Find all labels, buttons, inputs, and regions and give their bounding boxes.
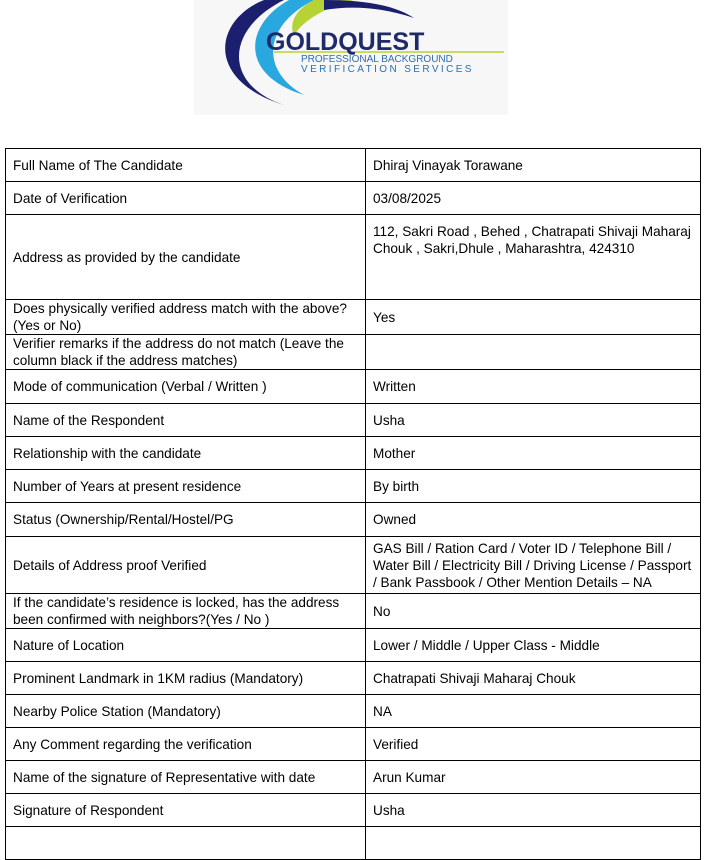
row-value: Yes [366,300,701,335]
table-row [6,728,701,761]
row-label: Nature of Location [6,629,366,662]
goldquest-logo [194,0,508,115]
row-value: Chatrapati Shivaji Maharaj Chouk [366,662,701,695]
row-value: Usha [366,794,701,827]
row-value: Dhiraj Vinayak Torawane [366,149,701,182]
row-value: 112, Sakri Road , Behed , Chatrapati Shivaji Maharaj Chouk , Sakri,Dhule , Maharashtra, 424310 [366,215,701,300]
table-row [6,300,701,335]
table-row [6,503,701,537]
row-label [6,827,366,860]
row-label: Verifier remarks if the address do not match (Leave the column black if the address matches) [6,335,366,370]
row-label: Signature of Respondent [6,794,366,827]
table-row [6,470,701,503]
row-value [366,335,701,370]
row-value: GAS Bill / Ration Card / Voter ID / Telephone Bill / Water Bill / Electricity Bill / Driving License / Passport / Bank Passbook / Other Mention Details – NA [366,537,701,594]
row-label: Address as provided by the candidate [6,215,366,300]
table-row [6,662,701,695]
row-value: By birth [366,470,701,503]
table-row [6,437,701,470]
row-label: If the candidate’s residence is locked, has the address been confirmed with neighbors?(Yes / No ) [6,594,366,629]
row-value: Mother [366,437,701,470]
table-row [6,404,701,437]
row-value: NA [366,695,701,728]
table-row [6,537,701,594]
logo-tagline-2: VERIFICATION SERVICES [301,64,474,75]
row-value: Lower / Middle / Upper Class - Middle [366,629,701,662]
table-row [6,335,701,370]
row-label: Does physically verified address match with the above? (Yes or No) [6,300,366,335]
table-row [6,629,701,662]
row-value: Usha [366,404,701,437]
table-row [6,594,701,629]
row-label: Date of Verification [6,182,366,215]
table-row [6,370,701,404]
row-value: Arun Kumar [366,761,701,794]
logo-tagline-1: PROFESSIONAL BACKGROUND [301,54,453,65]
table-row [6,827,701,860]
row-label: Status (Ownership/Rental/Hostel/PG [6,503,366,537]
table-row [6,182,701,215]
row-label: Relationship with the candidate [6,437,366,470]
row-label: Name of the signature of Representative with date [6,761,366,794]
row-label: Full Name of The Candidate [6,149,366,182]
table-row [6,215,701,300]
row-label: Mode of communication (Verbal / Written ) [6,370,366,404]
row-label: Prominent Landmark in 1KM radius (Mandatory) [6,662,366,695]
logo-brand: GOLDQUEST [266,28,425,56]
table-row [6,695,701,728]
row-value: Verified [366,728,701,761]
row-value: 03/08/2025 [366,182,701,215]
row-label: Any Comment regarding the verification [6,728,366,761]
table-row [6,761,701,794]
row-value: Written [366,370,701,404]
table-row [6,794,701,827]
row-label: Nearby Police Station (Mandatory) [6,695,366,728]
table-row [6,149,701,182]
row-value [366,827,701,860]
row-value: No [366,594,701,629]
row-label: Details of Address proof Verified [6,537,366,594]
verification-table [5,148,701,860]
row-label: Number of Years at present residence [6,470,366,503]
row-label: Name of the Respondent [6,404,366,437]
row-value: Owned [366,503,701,537]
